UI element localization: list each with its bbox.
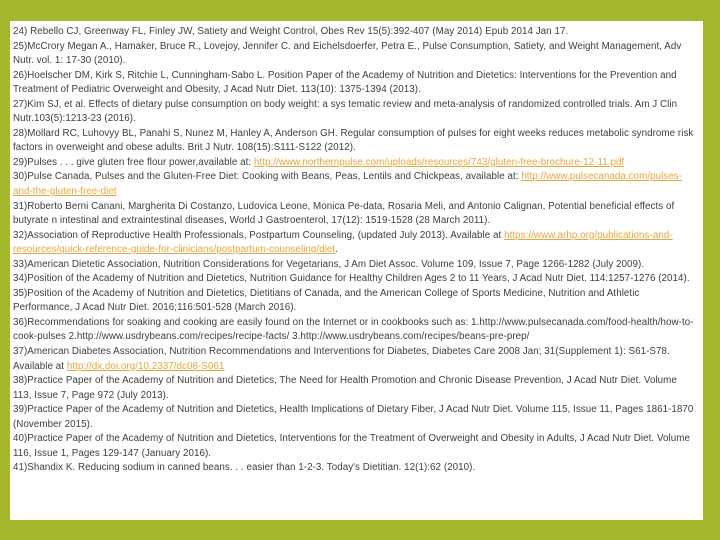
reference-link[interactable]: http://www.pulsecanada.com/pulses-and-the-gluten-free-diet bbox=[13, 171, 683, 198]
reference-item bbox=[13, 287, 698, 316]
reference-text: . bbox=[335, 244, 338, 256]
reference-item bbox=[13, 127, 698, 156]
reference-item bbox=[13, 403, 698, 432]
reference-text: 36)Recommendations for soaking and cooking are easily found on the Internet or in cookbooks such as: 1.http://www.pulsecanada.com/food-health/how-to-cook-pulses 2.http://www.usdrybeans.com/recipes/recipe-facts/ 3.http://www.usdrybeans.com/recipes/beans-pre-prep/ bbox=[13, 316, 694, 343]
reference-text: 39)Practice Paper of the Academy of Nutrition and Dietetics, Health Implications of Dietary Fiber, J Acad Nutr Diet. Volume 115, Issue 11, Pages 1861-1870 (November 2015). bbox=[13, 404, 694, 430]
reference-item bbox=[13, 200, 698, 229]
reference-text: 38)Practice Paper of the Academy of Nutrition and Dietetics, The Need for Health Promotion and Chronic Disease Prevention, J Acad Nutr Diet. Volume 113, Issue 7, Page 972 (July 2013). bbox=[13, 375, 677, 401]
reference-text: 30)Pulse Canada, Pulses and the Gluten-Free Diet: Cooking with Beans, Peas, Lentils and Chickpeas, available at: bbox=[13, 171, 522, 183]
reference-text: 41)Shandix K. Reducing sodium in canned beans. . . easier than 1-2-3. Today's Dietitian. 12(1):62 (2010). bbox=[13, 462, 476, 474]
reference-item bbox=[13, 432, 698, 461]
reference-item bbox=[13, 258, 698, 273]
reference-text: 34)Position of the Academy of Nutrition and Dietetics, Nutrition Guidance for Healthy Children Ages 2 to 11 Years, J Acad Nutr Diet. 114:1257-1276 (2014). bbox=[13, 273, 690, 285]
reference-text: 25)McCrory Megan A., Hamaker, Bruce R., Lovejoy, Jennifer C. and Eichelsdoerfer, Petra E., Pulse Consumption, Satiety, and Weight Management, Adv Nutr. vol. 1: 17-30 (2010). bbox=[13, 40, 682, 67]
reference-item bbox=[13, 345, 698, 374]
reference-item bbox=[13, 229, 698, 258]
reference-item bbox=[13, 461, 698, 476]
references-list bbox=[10, 21, 703, 476]
references-slide-panel bbox=[10, 21, 703, 520]
reference-text: 37)American Diabetes Association, Nutrition Recommendations and Interventions for Diabetes, Diabetes Care 2008 Jan; 31(Supplement 1): S61-S78. Available at bbox=[13, 346, 670, 372]
reference-link[interactable]: http://dx.doi.org/10.2337/dc08-S061 bbox=[66, 360, 225, 372]
reference-text: 26)Hoelscher DM, Kirk S, Ritchie L, Cunningham-Sabo L. Position Paper of the Academy of Nutrition and Dietetics: Interventions for the Prevention and Treatment of Pediatric Overweight and Obesity, J Acad Nutr Diet. 113(10): 1375-1394 (2013). bbox=[13, 69, 677, 96]
reference-item bbox=[13, 25, 698, 40]
reference-link[interactable]: http://www.northernpulse.com/uploads/resources/743/gluten-free-brochure-12-11.pdf bbox=[253, 156, 625, 168]
reference-item bbox=[13, 69, 698, 98]
reference-text: 33)American Dietetic Association, Nutrition Considerations for Vegetarians, J Am Diet Assoc. Volume 109, Issue 7, Page 1266-1282 (July 2009). bbox=[13, 258, 645, 270]
reference-item bbox=[13, 374, 698, 403]
reference-text: 32)Association of Reproductive Health Professionals, Postpartum Counseling, (updated July 2013). Available at bbox=[13, 229, 505, 241]
reference-text: 24) Rebello CJ, Greenway FL, Finley JW, Satiety and Weight Control, Obes Rev 15(5):392-407 (May 2014) Epub 2014 Jan 17. bbox=[13, 26, 569, 37]
reference-item bbox=[13, 98, 698, 127]
reference-item bbox=[13, 272, 698, 287]
reference-text: 31)Roberto Berni Canani, Margherita Di Costanzo, Ludovica Leone, Monica Pe-data, Rosaria Meli, and Antonio Calignan, Potential beneficial effects of butyrate n intestinal and extraintestinal diseases, World J Gastroenterol, 17(12): 1519-1528 (28 March 2011). bbox=[13, 200, 675, 227]
reference-text: 40)Practice Paper of the Academy of Nutrition and Dietetics, Interventions for the Treatment of Overweight and Obesity in Adults, J Acad Nutr Diet. Volume 116, Issue 1, Pages 129-147 (January 2016). bbox=[13, 433, 690, 459]
reference-text: 27)Kim SJ, et al. Effects of dietary pulse consumption on body weight: a sys tematic review and meta-analysis of randomized controlled trials. Am J Clin Nutr.103(5):1213-23 (2016). bbox=[13, 98, 678, 125]
reference-text: 29)Pulses . . . give gluten free flour power,available at: bbox=[13, 156, 254, 168]
reference-text: 28)Mollard RC, Luhovyy BL, Panahi S, Nunez M, Hanley A, Anderson GH. Regular consumption of pulses for eight weeks reduces metabolic syndrome risk factors in overweight and obese adults. Brit J Nutr. 108(15):S111-S122 (2012). bbox=[13, 127, 694, 154]
reference-item bbox=[13, 316, 698, 345]
reference-text: 35)Position of the Academy of Nutrition and Dietetics, Dietitians of Canada, and the American College of Sports Medicine, Nutrition and Athletic Performance, J Acad Nutr Diet. 2016;116:501-528 (March 2016). bbox=[13, 287, 640, 314]
reference-item bbox=[13, 170, 698, 199]
reference-item bbox=[13, 156, 698, 171]
reference-link[interactable]: https://www.arhp.org/publications-and-resources/quick-reference-guide-for-clinicians/postpartum-counseling/diet bbox=[13, 229, 673, 256]
reference-item bbox=[13, 40, 698, 69]
